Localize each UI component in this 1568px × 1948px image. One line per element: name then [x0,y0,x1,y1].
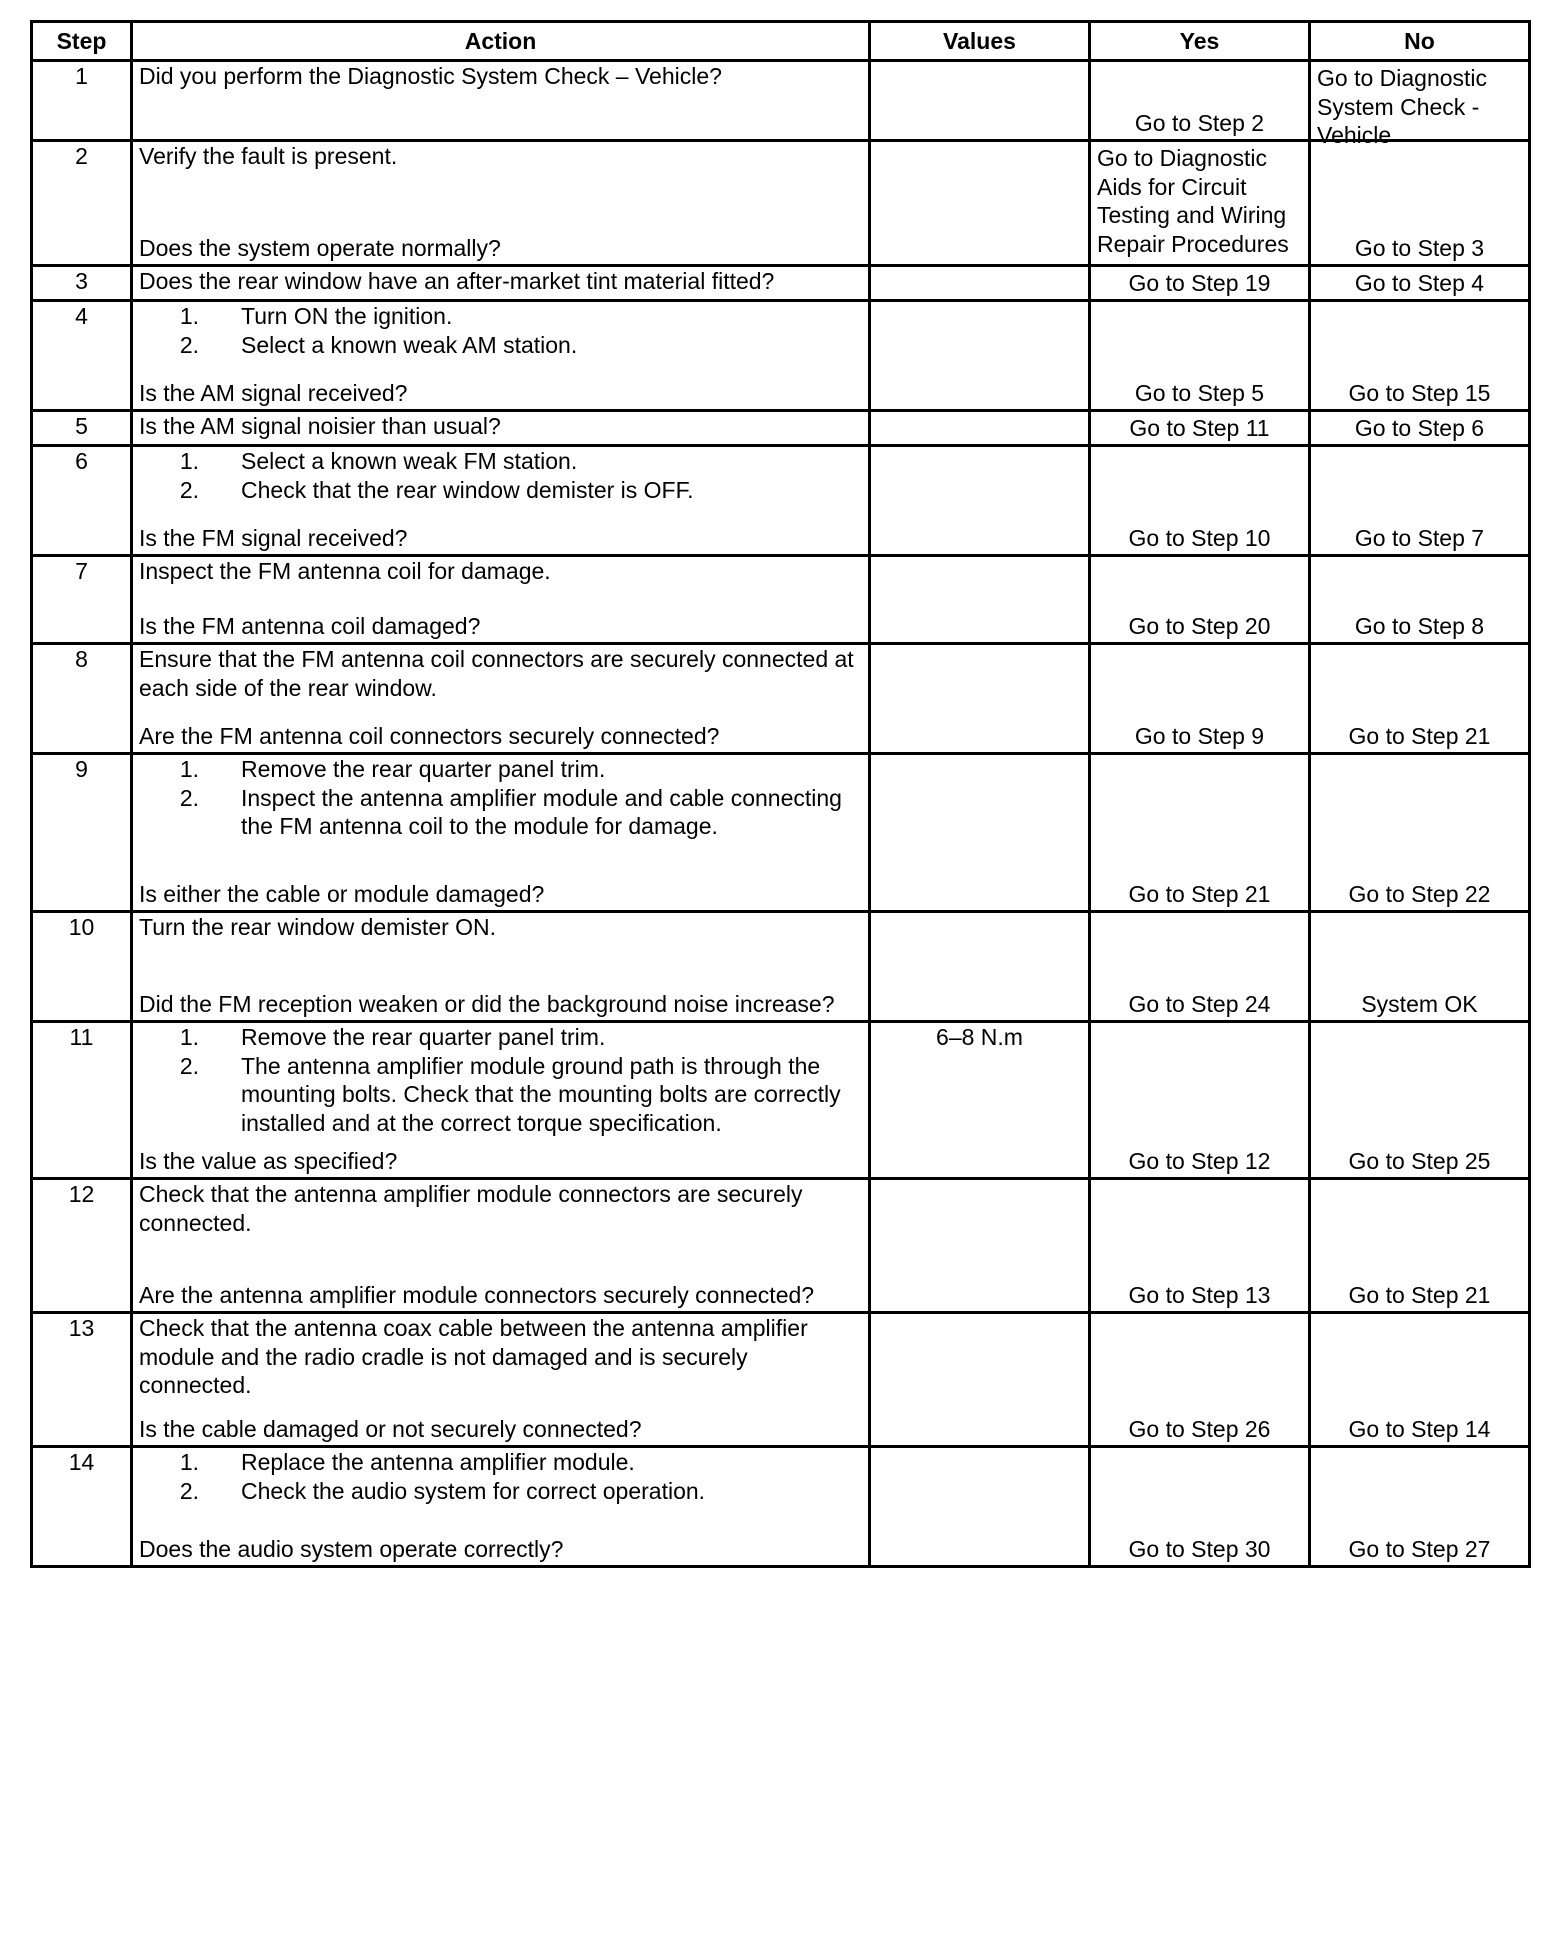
values-cell [870,1179,1090,1313]
yes-result-text: Go to Step 11 [1129,414,1270,441]
step-number: 12 [32,1179,132,1313]
step-number: 2 [32,141,132,266]
action-step-text: Select a known weak AM station. [241,331,578,358]
values-cell [870,266,1090,301]
action-step-number: 2. [179,331,199,358]
values-cell [870,446,1090,556]
no-result-text: Go to Step 27 [1348,1535,1491,1562]
no-result-text: System OK [1361,990,1478,1017]
no-cell [1310,1022,1530,1179]
action-steps-list [139,755,862,841]
yes-result-text: Go to Step 30 [1128,1535,1271,1562]
header-row [32,22,1530,61]
action-step-item [139,1448,862,1477]
diagnostic-table [30,20,1531,1568]
step-number: 10 [32,912,132,1022]
table-row [32,1179,1530,1313]
action-step-text: Turn ON the ignition. [241,303,453,329]
table-row [32,141,1530,266]
action-step-text: Check that the rear window demister is OFF. [241,476,694,503]
action-text: Is the AM signal noisier than usual? [139,413,501,439]
no-result-text: Go to Step 3 [1354,234,1485,261]
header-step: Step [32,22,132,61]
action-step-item [139,784,862,841]
action-steps-list [139,1023,862,1137]
action-question: Are the FM antenna coil connectors securely connected? [139,722,720,749]
no-cell [1310,912,1530,1022]
yes-result-text: Go to Step 9 [1134,722,1265,749]
action-cell [132,266,870,301]
action-step-item [139,447,862,476]
no-cell [1310,411,1530,446]
no-result-text: Go to Step 6 [1354,414,1485,441]
step-number: 11 [32,1022,132,1179]
yes-result-text: Go to Step 5 [1134,379,1265,406]
action-step-number: 1. [179,756,199,782]
step-number: 1 [32,61,132,141]
no-cell [1310,754,1530,912]
no-cell [1310,556,1530,644]
action-text: Check that the antenna coax cable between the antenna amplifier module and the radio cradle is not damaged and is securely connected. [139,1315,808,1398]
action-cell [132,61,870,141]
table-row [32,754,1530,912]
action-text: Inspect the FM antenna coil for damage. [139,558,551,584]
yes-cell [1090,411,1310,446]
action-step-number: 1. [179,448,199,474]
yes-result-text: Go to Step 10 [1128,524,1271,551]
action-steps-list [139,1448,862,1505]
values-cell [870,141,1090,266]
yes-cell [1090,1313,1310,1447]
action-cell [132,912,870,1022]
action-step-number: 1. [179,303,199,329]
yes-cell [1090,1022,1310,1179]
yes-result-text: Go to Step 12 [1128,1147,1271,1174]
yes-cell [1090,61,1310,141]
action-text: Did you perform the Diagnostic System Check – Vehicle? [139,63,722,89]
step-number: 7 [32,556,132,644]
no-cell [1310,301,1530,411]
no-cell [1310,61,1530,148]
yes-cell [1090,754,1310,912]
yes-result-text: Go to Step 21 [1128,880,1271,907]
header-action: Action [132,22,870,61]
action-step-number: 2. [179,1052,199,1079]
action-step-item [139,1477,862,1506]
yes-result-text: Go to Step 24 [1128,990,1271,1017]
no-cell [1310,141,1530,266]
action-text: Turn the rear window demister ON. [139,914,497,940]
no-cell [1310,1179,1530,1313]
action-step-item [139,755,862,784]
action-step-text: Remove the rear quarter panel trim. [241,756,606,782]
table-row [32,411,1530,446]
no-cell [1310,1447,1530,1567]
values-cell [870,1313,1090,1447]
action-cell [132,644,870,754]
values-cell [870,1447,1090,1567]
no-result-text: Go to Step 7 [1354,524,1485,551]
action-question: Does the system operate normally? [139,234,501,261]
action-step-item [139,302,862,331]
step-number: 4 [32,301,132,411]
no-result-text: Go to Step 25 [1348,1147,1491,1174]
action-step-text: Inspect the antenna amplifier module and cable connecting the FM antenna coil to the module for damage. [241,784,842,839]
yes-result-text: Go to Step 19 [1128,269,1271,296]
action-text: Ensure that the FM antenna coil connectors are securely connected at each side of the rear window. [139,646,854,701]
table-row [32,1313,1530,1447]
action-question: Is the cable damaged or not securely connected? [139,1415,642,1442]
no-cell [1310,644,1530,754]
step-number: 14 [32,1447,132,1567]
values-cell [870,301,1090,411]
action-step-item [139,1052,862,1138]
values-cell [870,61,1090,141]
table-row [32,446,1530,556]
action-cell [132,301,870,411]
action-question: Are the antenna amplifier module connectors securely connected? [139,1281,815,1308]
table-row [32,912,1530,1022]
action-step-number: 1. [179,1449,199,1475]
values-cell [870,411,1090,446]
values-cell [870,754,1090,912]
step-number: 6 [32,446,132,556]
action-step-text: Check the audio system for correct operation. [241,1477,706,1504]
table-row [32,61,1530,141]
no-result-text: Go to Step 15 [1348,379,1491,406]
no-result-text: Go to Diagnostic System Check - Vehicle [1317,65,1488,148]
action-question: Is the FM antenna coil damaged? [139,612,481,639]
action-cell [132,1022,870,1179]
no-cell [1310,266,1530,301]
action-step-number: 1. [179,1024,199,1050]
yes-result-text: Go to Step 2 [1134,109,1265,136]
action-step-text: Remove the rear quarter panel trim. [241,1024,606,1050]
step-number: 13 [32,1313,132,1447]
table-row [32,301,1530,411]
action-cell [132,556,870,644]
action-step-item [139,476,862,505]
header-values: Values [870,22,1090,61]
action-step-number: 2. [179,784,199,811]
action-step-number: 2. [179,476,199,503]
action-text: Check that the antenna amplifier module connectors are securely connected. [139,1181,803,1236]
yes-result-text: Go to Step 26 [1128,1415,1271,1442]
yes-cell [1090,912,1310,1022]
action-step-text: Select a known weak FM station. [241,448,578,474]
action-cell [132,446,870,556]
action-cell [132,1179,870,1313]
yes-cell [1090,266,1310,301]
action-question: Does the audio system operate correctly? [139,1535,564,1562]
table-row [32,266,1530,301]
action-cell [132,754,870,912]
table-row [32,1447,1530,1567]
action-step-number: 2. [179,1477,199,1504]
action-question: Is the value as specified? [139,1147,398,1174]
yes-cell [1090,556,1310,644]
action-step-item [139,1023,862,1052]
yes-cell [1090,301,1310,411]
yes-cell [1090,446,1310,556]
values-cell: 6–8 N.m [870,1022,1090,1179]
header-yes: Yes [1090,22,1310,61]
table-row [32,556,1530,644]
action-step-text: The antenna amplifier module ground path is through the mounting bolts. Check that the mounting bolts are correctly installed and at the correct torque specification. [241,1052,841,1136]
no-cell [1310,1313,1530,1447]
action-question: Is either the cable or module damaged? [139,880,545,907]
header-no: No [1310,22,1530,61]
action-step-item [139,331,862,360]
action-step-text: Replace the antenna amplifier module. [241,1449,635,1475]
action-cell [132,1447,870,1567]
no-result-text: Go to Step 14 [1348,1415,1491,1442]
action-steps-list [139,302,862,359]
step-number: 9 [32,754,132,912]
table-row [32,644,1530,754]
yes-cell [1090,1447,1310,1567]
yes-result-text: Go to Diagnostic Aids for Circuit Testing and Wiring Repair Procedures [1097,145,1289,257]
no-cell [1310,446,1530,556]
no-result-text: Go to Step 8 [1354,612,1485,639]
diagnostic-table-page [30,20,1528,1568]
no-result-text: Go to Step 4 [1354,269,1485,296]
action-question: Is the FM signal received? [139,524,408,551]
action-text: Verify the fault is present. [139,143,398,169]
yes-cell [1090,644,1310,754]
action-cell [132,411,870,446]
action-question: Is the AM signal received? [139,379,408,406]
yes-result-text: Go to Step 20 [1128,612,1271,639]
action-cell [132,1313,870,1447]
action-text: Does the rear window have an after-market tint material fitted? [139,268,775,294]
no-result-text: Go to Step 22 [1348,880,1491,907]
yes-cell [1090,141,1310,266]
step-number: 3 [32,266,132,301]
action-cell [132,141,870,266]
table-row [32,1022,1530,1179]
no-result-text: Go to Step 21 [1348,1281,1491,1308]
yes-result-text: Go to Step 13 [1128,1281,1271,1308]
values-cell [870,912,1090,1022]
values-cell [870,644,1090,754]
no-result-text: Go to Step 21 [1348,722,1491,749]
action-question: Did the FM reception weaken or did the background noise increase? [139,990,835,1017]
step-number: 5 [32,411,132,446]
step-number: 8 [32,644,132,754]
yes-cell [1090,1179,1310,1313]
values-cell [870,556,1090,644]
action-steps-list [139,447,862,504]
